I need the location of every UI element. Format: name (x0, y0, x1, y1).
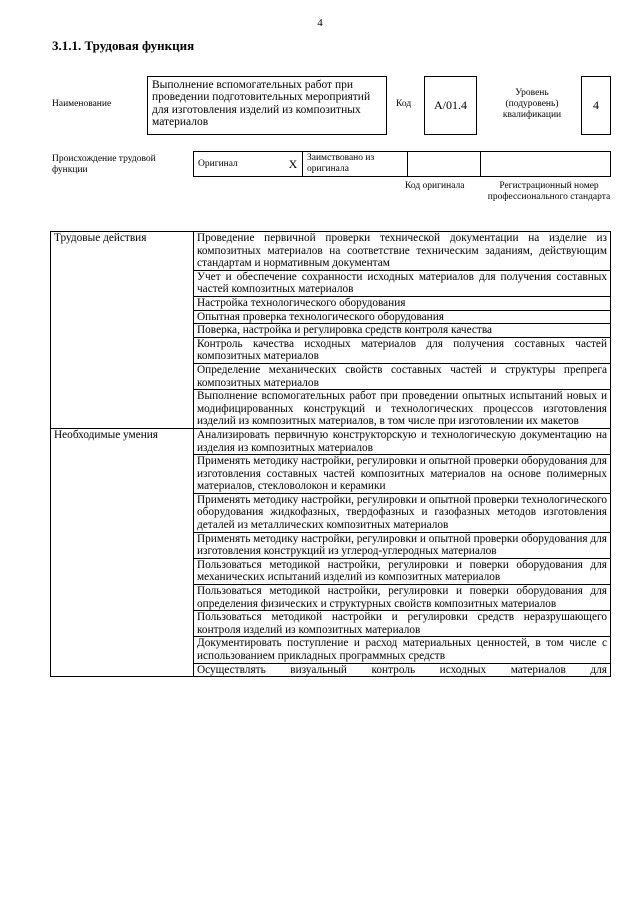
action-item: Учет и обеспечение сохранности исходных материалов для получения составных частей композитных материалов (194, 270, 611, 296)
skill-item: Анализировать первичную конструкторскую и технологическую документацию на изделия из композитных материалов (194, 428, 611, 454)
skill-item: Применять методику настройки, регулировки и опытной проверки оборудования для изготовления составных частей композитных материалов на основе полимерных материалов, стекловолокон и керамики (194, 455, 611, 494)
code-value-box: А/01.4 (424, 76, 477, 135)
origin-table (193, 151, 611, 177)
original-label: Оригинал (198, 158, 238, 169)
table-row (51, 232, 611, 271)
skill-item: Применять методику настройки, регулировки и опытной проверки оборудования для изготовления конструкций из углерод-углеродных материалов (194, 532, 611, 558)
labor-function-table (50, 231, 611, 677)
category-cell: Необходимые умения (51, 428, 194, 676)
section-heading: 3.1.1. Трудовая функция (52, 38, 195, 53)
borrowed-label: Заимствовано из оригинала (303, 152, 408, 177)
skill-item: Применять методику настройки, регулировки и опытной проверки технологического оборудования жидкофазных, твердофазных и газофазных методов изготовления деталей из металлических композитных материалов (194, 493, 611, 532)
level-label: Уровень (подуровень) квалификации (502, 88, 562, 120)
original-cell (194, 152, 285, 177)
original-mark: X (284, 152, 303, 177)
code-label: Код (396, 99, 412, 109)
table-row (51, 428, 611, 454)
reg-number-cell (481, 152, 611, 177)
skill-item: Осуществлять визуальный контроль исходных материалов для (194, 663, 611, 677)
level-value-box: 4 (581, 76, 611, 135)
action-item: Определение механических свойств составных частей и структуры препрега композитных материалов (194, 363, 611, 389)
skill-item: Документировать поступление и расход материальных ценностей, в том числе с использованием прикладных программных средств (194, 637, 611, 663)
name-label: Наименование (52, 99, 112, 109)
action-item: Контроль качества исходных материалов для получения составных частей композитных материалов (194, 337, 611, 363)
skill-item: Пользоваться методикой настройки, регулировки и поверки оборудования для определения физических и структурных свойств композитных материалов (194, 585, 611, 611)
category-cell: Трудовые действия (51, 232, 194, 429)
page-number: 4 (317, 17, 323, 29)
skill-item: Пользоваться методикой настройки, регулировки и поверки оборудования для механических испытаний изделий из композитных материалов (194, 558, 611, 584)
code-original-label: Код оригинала (405, 181, 465, 191)
skill-item: Пользоваться методикой настройки и регулировки средств неразрушающего контроля изделий из композитных материалов (194, 611, 611, 637)
code-original-cell (408, 152, 481, 177)
action-item: Опытная проверка технологического оборудования (194, 310, 611, 324)
action-item: Выполнение вспомогательных работ при проведении опытных испытаний новых и модифицированных конструкций и технологических процессов изготовления изделий из композитных материалов, в том числе при изготовлении их макетов (194, 390, 611, 429)
action-item: Поверка, настройка и регулировка средств контроля качества (194, 324, 611, 338)
origin-label: Происхождение трудовой функции (52, 154, 156, 175)
action-item: Настройка технологического оборудования (194, 296, 611, 310)
reg-number-label: Регистрационный номер профессионального стандарта (487, 181, 611, 202)
action-item: Проведение первичной проверки технической документации на изделие из композитных материалов на соответствие техническим заданиям, действующим стандартам и нормативным документам (194, 232, 611, 271)
function-name-box: Выполнение вспомогательных работ при проведении подготовительных мероприятий для изготовления изделий из композитных материалов (147, 76, 387, 135)
